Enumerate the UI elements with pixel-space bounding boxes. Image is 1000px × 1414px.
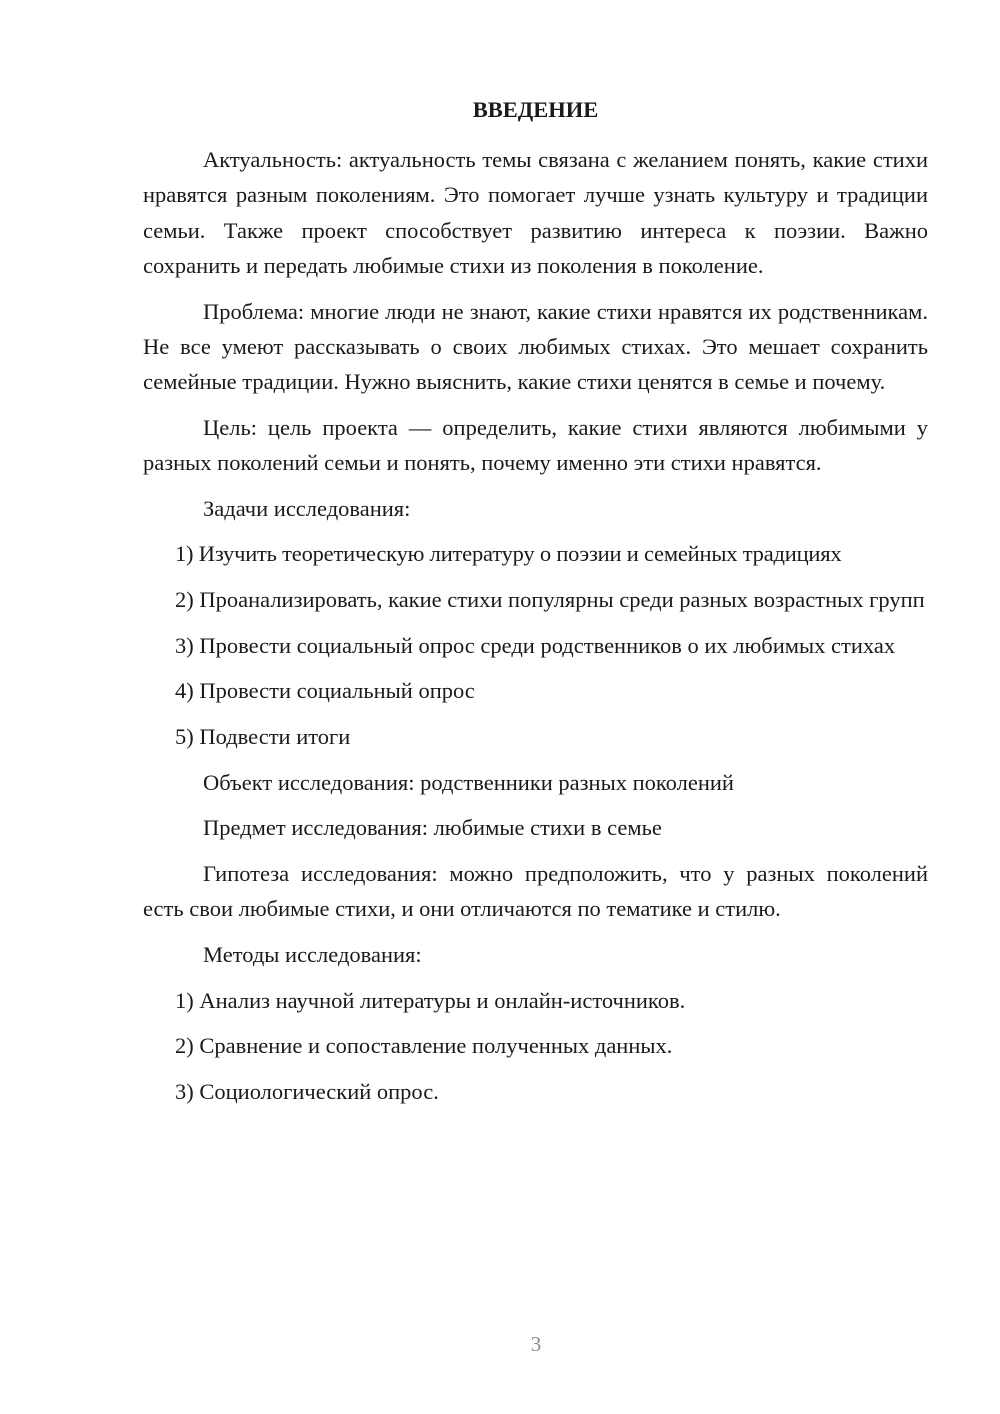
task-item: 4) Провести социальный опрос [175, 678, 475, 704]
subject-paragraph: Предмет исследования: любимые стихи в семье [203, 815, 662, 841]
problem-paragraph: Проблема: многие люди не знают, какие стихи нравятся их родственникам. Не все умеют рассказывать о своих любимых стихах. Это мешает сохранить семейные традиции. Нужно выяснить, какие стихи ценятся в семье и почему. [143, 298, 928, 394]
document-page [143, 92, 928, 1120]
relevance-paragraph: Актуальность: актуальность темы связана с желанием понять, какие стихи нравятся разным поколениям. Это помогает лучше узнать культуру и традиции семьи. Также проект способствует развитию интереса к поэзии. Важно сохранить и передать любимые стихи из поколения в поколение. [143, 147, 928, 278]
method-item: 3) Социологический опрос. [175, 1079, 439, 1105]
task-item: 1) Изучить теоретическую литературу о поэзии и семейных традициях [175, 541, 842, 567]
section-title: ВВЕДЕНИЕ [472, 97, 599, 122]
page-number: 3 [530, 1332, 542, 1356]
hypothesis-paragraph: Гипотеза исследования: можно предположить, что у разных поколений есть свои любимые стихи, и они отличаются по тематике и стилю. [143, 861, 928, 922]
tasks-heading: Задачи исследования: [203, 495, 411, 521]
task-item: 2) Проанализировать, какие стихи популярны среди разных возрастных групп [175, 586, 925, 612]
method-item: 1) Анализ научной литературы и онлайн-источников. [175, 987, 686, 1013]
task-item: 3) Провести социальный опрос среди родственников о их любимых стихах [175, 632, 896, 658]
methods-heading: Методы исследования: [203, 942, 422, 968]
goal-paragraph: Цель: цель проекта — определить, какие стихи являются любимыми у разных поколений семьи и понять, почему именно эти стихи нравятся. [143, 414, 928, 475]
task-item: 5) Подвести итоги [175, 724, 351, 750]
method-item: 2) Сравнение и сопоставление полученных данных. [175, 1033, 673, 1059]
object-paragraph: Объект исследования: родственники разных поколений [203, 769, 734, 795]
